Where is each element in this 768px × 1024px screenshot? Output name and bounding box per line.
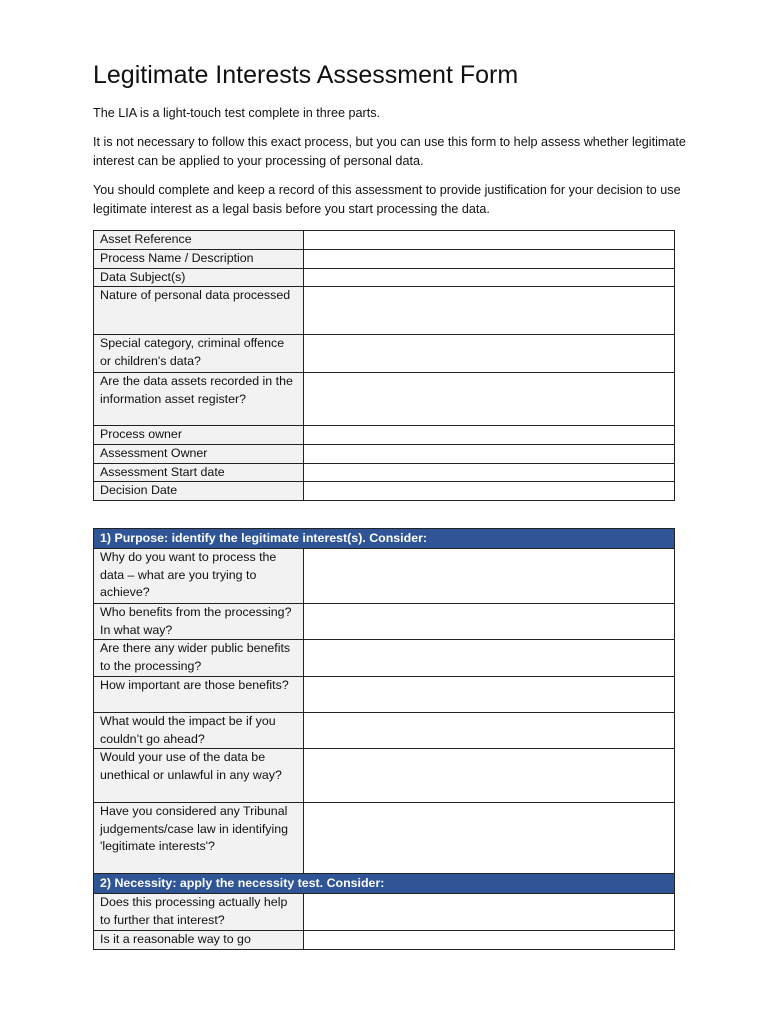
row-label: Why do you want to process the data – what are you trying to achieve?: [94, 549, 304, 604]
row-value-field[interactable]: [304, 231, 675, 250]
table-row: [94, 604, 675, 640]
row-label: Process Name / Description: [94, 249, 304, 268]
table-row: [94, 268, 675, 287]
table-row: [94, 931, 675, 950]
row-value-field[interactable]: [304, 373, 675, 426]
section-header-text: 2) Necessity: apply the necessity test. Consider:: [94, 874, 675, 894]
table-row: [94, 463, 675, 482]
row-value-field[interactable]: [304, 604, 675, 640]
row-value-field[interactable]: [304, 426, 675, 445]
row-label: Would your use of the data be unethical or unlawful in any way?: [94, 749, 304, 803]
table-row: [94, 373, 675, 426]
section-header: [94, 874, 675, 894]
row-label: Assessment Owner: [94, 445, 304, 464]
row-label: Does this processing actually help to further that interest?: [94, 894, 304, 931]
table-row: [94, 894, 675, 931]
row-value-field[interactable]: [304, 931, 675, 950]
row-value-field[interactable]: [304, 894, 675, 931]
page-title: Legitimate Interests Assessment Form: [93, 61, 519, 89]
row-value-field[interactable]: [304, 749, 675, 803]
table-row: [94, 803, 675, 874]
table-row: [94, 445, 675, 464]
intro-paragraph: You should complete and keep a record of this assessment to provide justification for your decision to use legitimate interest as a legal basis before you start processing the data.: [93, 183, 681, 216]
row-label: Process owner: [94, 426, 304, 445]
row-value-field[interactable]: [304, 803, 675, 874]
row-label: Have you considered any Tribunal judgements/case law in identifying 'legitimate interests'?: [94, 803, 304, 874]
row-value-field[interactable]: [304, 287, 675, 335]
assessment-table: [93, 528, 675, 950]
row-label: Assessment Start date: [94, 463, 304, 482]
intro-paragraph: The LIA is a light-touch test complete in three parts.: [93, 106, 381, 120]
row-value-field[interactable]: [304, 463, 675, 482]
section-header: [94, 529, 675, 549]
row-label: What would the impact be if you couldn’t go ahead?: [94, 713, 304, 749]
row-value-field[interactable]: [304, 640, 675, 677]
table-row: [94, 482, 675, 501]
row-value-field[interactable]: [304, 549, 675, 604]
row-label: Nature of personal data processed: [94, 287, 304, 335]
row-value-field[interactable]: [304, 482, 675, 501]
row-value-field[interactable]: [304, 249, 675, 268]
row-label: Data Subject(s): [94, 268, 304, 287]
row-label: Are there any wider public benefits to the processing?: [94, 640, 304, 677]
table-row: [94, 549, 675, 604]
table-row: [94, 713, 675, 749]
row-value-field[interactable]: [304, 445, 675, 464]
table-row: [94, 231, 675, 250]
row-label: Who benefits from the processing? In what way?: [94, 604, 304, 640]
row-value-field[interactable]: [304, 677, 675, 713]
row-label: Special category, criminal offence or children's data?: [94, 335, 304, 373]
table-row: [94, 335, 675, 373]
details-table: [93, 230, 675, 501]
table-row: [94, 749, 675, 803]
row-label: How important are those benefits?: [94, 677, 304, 713]
row-label: Decision Date: [94, 482, 304, 501]
row-label: Are the data assets recorded in the information asset register?: [94, 373, 304, 426]
table-row: [94, 249, 675, 268]
table-row: [94, 426, 675, 445]
table-row: [94, 287, 675, 335]
table-row: [94, 677, 675, 713]
table-row: [94, 640, 675, 677]
row-label: Asset Reference: [94, 231, 304, 250]
row-value-field[interactable]: [304, 713, 675, 749]
row-value-field[interactable]: [304, 268, 675, 287]
row-value-field[interactable]: [304, 335, 675, 373]
intro-paragraph: It is not necessary to follow this exact process, but you can use this form to help assess whether legitimate interest can be applied to your processing of personal data.: [93, 135, 686, 168]
section-header-text: 1) Purpose: identify the legitimate interest(s). Consider:: [94, 529, 675, 549]
row-label: Is it a reasonable way to go: [94, 931, 304, 950]
